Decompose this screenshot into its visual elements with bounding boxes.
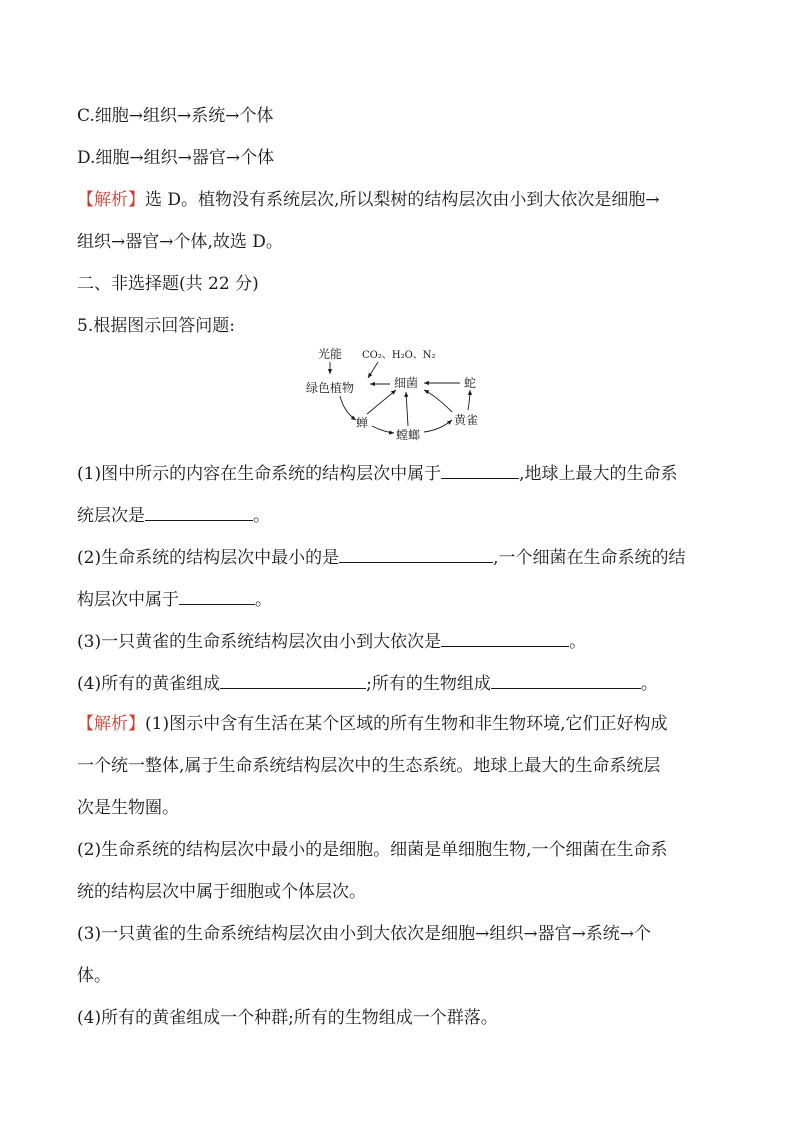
analysis-tag: 【解析】 (77, 190, 145, 210)
q5-3-line: (3)一只黄雀的生命系统结构层次由小到大依次是 。 (77, 628, 722, 654)
option-c: C.细胞→组织→系统→个体 (77, 106, 274, 126)
q5-analysis-p1-l1: 【解析】(1)图示中含有生活在某个区域的所有生物和非生物环境,它们正好构成 (77, 714, 668, 734)
answer-blank-5[interactable] (441, 628, 569, 647)
mantis-label: 螳螂 (396, 428, 421, 442)
analysis-text: 选 D。植物没有系统层次,所以梨树的结构层次由小到大依次是细胞→ (145, 190, 660, 210)
answer-blank-6[interactable] (220, 670, 366, 689)
option-d: D.细胞→组织→器官→个体 (77, 148, 275, 168)
arrow-mantis-to-oriole (424, 420, 452, 432)
q4-analysis-line1 (77, 188, 722, 212)
q5-analysis-p3-l1: (3)一只黄雀的生命系统结构层次由小到大依次是细胞→组织→器官→系统→个 (77, 924, 652, 944)
arrow-gases-to-plant (368, 362, 378, 378)
q5-analysis-p2-l2: 统的结构层次中属于细胞或个体层次。 (77, 882, 366, 902)
arrow-oriole-to-bacteria (424, 390, 452, 412)
q5-2-line1: (2)生命系统的结构层次中最小的是 ,一个细菌在生命系统的结 (77, 544, 722, 570)
light-label: 光能 (318, 347, 343, 361)
gases-label: CO₂、H₂O、N₂ (362, 350, 436, 361)
arrow-cicada-to-mantis (372, 426, 394, 433)
answer-blank-3[interactable] (339, 544, 493, 563)
bacteria-label: 细菌 (394, 376, 419, 390)
plant-label: 绿色植物 (306, 381, 355, 395)
q5-analysis-p1-l3: 次是生物圈。 (77, 798, 179, 818)
analysis-tag: 【解析】 (77, 714, 145, 734)
oriole-label: 黄雀 (454, 413, 479, 427)
ecosystem-diagram (300, 340, 500, 444)
answer-blank-2[interactable] (145, 502, 253, 521)
arrow-plant-to-cicada (340, 396, 356, 420)
arrow-oriole-to-snake (468, 390, 470, 410)
answer-blank-4[interactable] (179, 586, 255, 605)
q4-analysis-line2: 组织→器官→个体,故选 D。 (77, 232, 283, 252)
q5-1-line1: (1)图中所示的内容在生命系统的结构层次中属于 ,地球上最大的生命系 (77, 460, 722, 486)
cicada-label: 蝉 (356, 416, 369, 430)
section-title: 二、非选择题(共 22 分) (77, 274, 259, 294)
q5-analysis-p4-l1: (4)所有的黄雀组成一个种群;所有的生物组成一个群落。 (77, 1008, 498, 1028)
q5-analysis-p3-l2: 体。 (77, 966, 111, 986)
q5-analysis-p1-l2: 一个统一整体,属于生命系统结构层次中的生态系统。地球上最大的生命系统层 (77, 756, 661, 776)
q5-stem: 5.根据图示回答问题: (77, 316, 235, 336)
q5-1-line2: 统层次是 。 (77, 502, 722, 528)
answer-blank-7[interactable] (491, 670, 641, 689)
q5-analysis-p2-l1: (2)生命系统的结构层次中最小的是细胞。细菌是单细胞生物,一个细菌在生命系 (77, 840, 668, 860)
arrow-mantis-to-bacteria (406, 392, 408, 426)
snake-label: 蛇 (464, 376, 477, 390)
answer-blank-1[interactable] (441, 460, 519, 479)
q5-2-line2: 构层次中属于 。 (77, 586, 722, 612)
q5-4-line: (4)所有的黄雀组成 ;所有的生物组成 。 (77, 670, 722, 696)
arrow-cicada-to-bacteria (367, 390, 396, 414)
